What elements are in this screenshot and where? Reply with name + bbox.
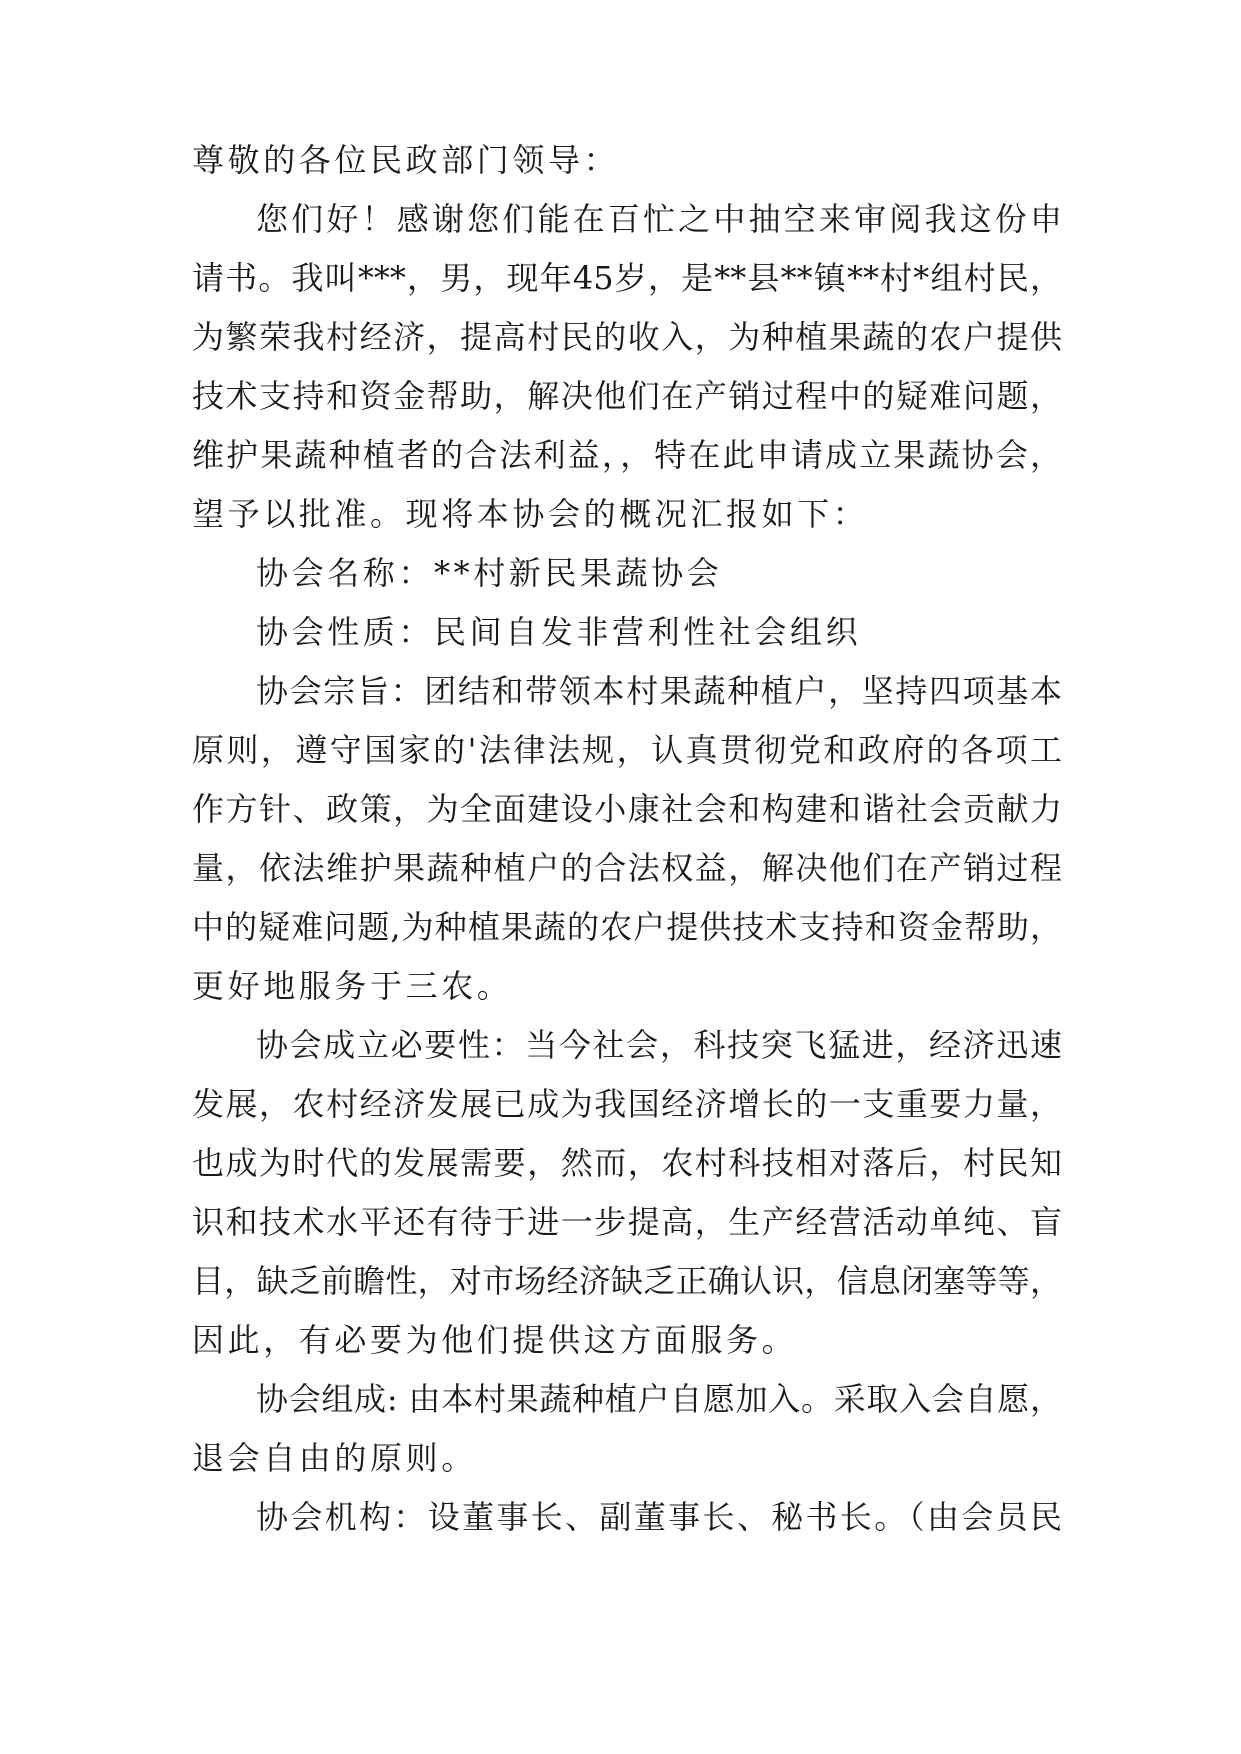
body-line: 您们好！感谢您们能在百忙之中抽空来审阅我这份申 [256, 200, 1062, 238]
body-line: 为繁荣我村经济，提高村民的收入，为种植果蔬的农户提供 [192, 318, 1062, 356]
body-line: 发展，农村经济发展已成为我国经济增长的一支重要力量， [192, 1085, 1062, 1123]
body-line: 退会自由的原则。 [192, 1439, 477, 1477]
salutation-line: 尊敬的各位民政部门领导： [192, 141, 620, 179]
body-line: 原则，遵守国家的'法律法规，认真贯彻党和政府的各项工 [192, 731, 1062, 769]
body-line: 更好地服务于三农。 [192, 967, 513, 1005]
association-composition-line: 协会组成: 由本村果蔬种植户自愿加入。采取入会自愿， [256, 1380, 1062, 1418]
body-line: 识和技术水平还有待于进一步提高，生产经营活动单纯、盲 [192, 1203, 1062, 1241]
body-line: 量，依法维护果蔬种植户的合法权益，解决他们在产销过程 [192, 849, 1062, 887]
association-nature-line: 协会性质：民间自发非营利性社会组织 [256, 613, 862, 651]
body-line: 也成为时代的发展需要，然而，农村科技相对落后，村民知 [192, 1144, 1062, 1182]
body-line: 中的疑难问题,为种植果蔬的农户提供技术支持和资金帮助， [192, 908, 1062, 946]
association-name-line: 协会名称：**村新民果蔬协会 [256, 554, 723, 592]
association-structure-line: 协会机构：设董事长、副董事长、秘书长。（由会员民 [256, 1498, 1062, 1536]
association-necessity-line: 协会成立必要性：当今社会，科技突飞猛进，经济迅速 [256, 1026, 1062, 1064]
body-line: 请书。我叫***，男，现年45岁，是**县**镇**村*组村民， [192, 259, 1062, 297]
body-line: 因此，有必要为他们提供这方面服务。 [192, 1321, 798, 1359]
body-line: 目，缺乏前瞻性，对市场经济缺乏正确认识，信息闭塞等等， [192, 1262, 1062, 1300]
body-line: 技术支持和资金帮助，解决他们在产销过程中的疑难问题， [192, 377, 1062, 415]
body-line: 维护果蔬种植者的合法利益，，特在此申请成立果蔬协会， [192, 436, 1062, 474]
body-line: 作方针、政策，为全面建设小康社会和构建和谐社会贡献力 [192, 790, 1062, 828]
body-line: 望予以批准。现将本协会的概况汇报如下： [192, 495, 869, 533]
association-purpose-line: 协会宗旨：团结和带领本村果蔬种植户，坚持四项基本 [256, 672, 1062, 710]
